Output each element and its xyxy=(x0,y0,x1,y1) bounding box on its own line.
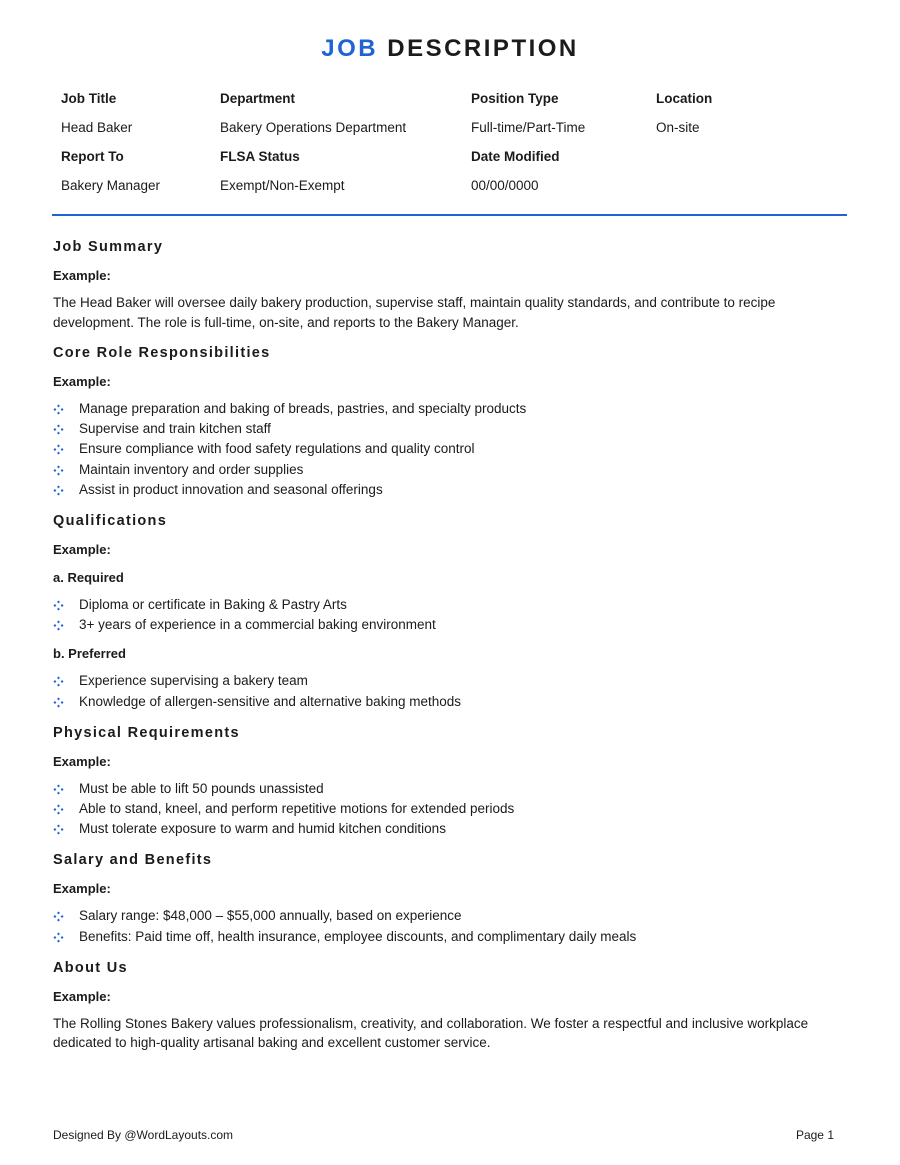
list-item xyxy=(53,419,853,439)
required-list xyxy=(53,595,853,635)
diamond-bullet-icon xyxy=(53,404,64,415)
list-item xyxy=(53,480,853,500)
value-flsa-status: Exempt/Non-Exempt xyxy=(220,178,345,193)
section-heading: Core Role Responsibilities xyxy=(53,345,271,361)
list-item-text: Manage preparation and baking of breads, pastries, and specialty products xyxy=(79,401,527,416)
section-heading: Job Summary xyxy=(53,239,164,255)
diamond-bullet-icon xyxy=(53,697,64,708)
diamond-bullet-icon xyxy=(53,444,64,455)
physical-requirements-section xyxy=(53,722,853,840)
responsibilities-list xyxy=(53,399,853,500)
diamond-bullet-icon xyxy=(53,932,64,943)
value-date-modified: 00/00/0000 xyxy=(471,178,539,193)
diamond-bullet-icon xyxy=(53,424,64,435)
example-label: Example: xyxy=(53,374,111,389)
label-location: Location xyxy=(656,91,713,106)
list-item-text: Must be able to lift 50 pounds unassisted xyxy=(79,780,324,796)
label-flsa-status: FLSA Status xyxy=(220,149,300,164)
list-item-text: Experience supervising a bakery team xyxy=(79,673,308,689)
example-label: Example: xyxy=(53,753,111,769)
job-summary-section xyxy=(53,236,853,332)
diamond-bullet-icon xyxy=(53,824,64,835)
info-value-row xyxy=(61,119,851,148)
list-item-text: Maintain inventory and order supplies xyxy=(79,461,304,477)
label-job-title: Job Title xyxy=(61,91,117,106)
list-item-text: Knowledge of allergen-sensitive and alternative baking methods xyxy=(79,693,461,709)
list-item-text: Benefits: Paid time off, health insurance, employee discounts, and complimentary daily meals xyxy=(79,928,637,944)
section-heading: About Us xyxy=(53,959,128,976)
diamond-bullet-icon xyxy=(53,676,64,687)
list-item-text: Supervise and train kitchen staff xyxy=(79,421,271,437)
label-date-modified: Date Modified xyxy=(471,149,560,164)
physical-list xyxy=(53,779,853,840)
required-label: a. Required xyxy=(53,570,124,586)
title-accent: JOB xyxy=(321,35,379,62)
summary-text: The Head Baker will oversee daily bakery production, supervise staff, maintain quality standards, and contribute to recipe development. The role is full-time, on-site, and reports to the Bakery Manager. xyxy=(53,295,776,330)
list-item xyxy=(53,439,853,459)
label-department: Department xyxy=(220,91,296,106)
value-report-to: Bakery Manager xyxy=(61,178,161,193)
value-department: Bakery Operations Department xyxy=(220,120,407,135)
list-item-text: Ensure compliance with food safety regulations and quality control xyxy=(79,441,475,457)
diamond-bullet-icon xyxy=(53,465,64,476)
section-heading: Qualifications xyxy=(53,513,168,530)
diamond-bullet-icon xyxy=(53,600,64,611)
page-title xyxy=(0,32,900,66)
list-item xyxy=(53,595,853,615)
section-heading: Physical Requirements xyxy=(53,724,240,741)
diamond-bullet-icon xyxy=(53,485,64,496)
diamond-bullet-icon xyxy=(53,620,64,631)
value-position-type: Full-time/Part-Time xyxy=(471,120,586,135)
about-text: The Rolling Stones Bakery values professionalism, creativity, and collaboration. We foster a respectful and inclusive workplace dedicated to high-quality artisanal baking and excellent customer service. xyxy=(53,1015,809,1051)
list-item-text: Salary range: $48,000 – $55,000 annually, based on experience xyxy=(79,908,462,924)
example-label: Example: xyxy=(53,268,111,283)
header-divider xyxy=(52,214,847,216)
example-label: Example: xyxy=(53,542,111,558)
label-position-type: Position Type xyxy=(471,91,559,106)
salary-benefits-section xyxy=(53,849,853,946)
list-item xyxy=(53,615,853,635)
page-number: Page 1 xyxy=(795,1128,834,1142)
list-item xyxy=(53,906,853,926)
list-item xyxy=(53,819,853,839)
document-body xyxy=(53,236,853,1053)
preferred-label: b. Preferred xyxy=(53,646,126,662)
responsibilities-section xyxy=(53,342,853,500)
list-item-text: Must tolerate exposure to warm and humid kitchen conditions xyxy=(79,821,446,837)
list-item-text: 3+ years of experience in a commercial baking environment xyxy=(79,617,436,633)
value-location: On-site xyxy=(656,120,700,135)
title-rest: DESCRIPTION xyxy=(387,35,579,62)
example-label: Example: xyxy=(53,988,111,1004)
info-value-row xyxy=(61,177,851,206)
list-item-text: Able to stand, kneel, and perform repetitive motions for extended periods xyxy=(79,801,515,817)
info-header-row xyxy=(61,90,851,119)
job-info-table xyxy=(61,90,851,206)
section-heading: Salary and Benefits xyxy=(53,852,213,869)
footer-credit: Designed By @WordLayouts.com xyxy=(53,1128,234,1142)
value-job-title: Head Baker xyxy=(61,120,133,135)
diamond-bullet-icon xyxy=(53,804,64,815)
list-item xyxy=(53,927,853,947)
list-item xyxy=(53,671,853,691)
info-header-row xyxy=(61,148,851,177)
list-item xyxy=(53,779,853,799)
about-us-section xyxy=(53,957,853,1053)
label-report-to: Report To xyxy=(61,149,124,164)
example-label: Example: xyxy=(53,881,111,897)
diamond-bullet-icon xyxy=(53,911,64,922)
list-item xyxy=(53,692,853,712)
diamond-bullet-icon xyxy=(53,784,64,795)
list-item xyxy=(53,399,853,419)
preferred-list xyxy=(53,671,853,711)
list-item xyxy=(53,460,853,480)
list-item-text: Diploma or certificate in Baking & Pastry Arts xyxy=(79,597,347,613)
qualifications-section xyxy=(53,510,853,712)
list-item xyxy=(53,799,853,819)
salary-list xyxy=(53,906,853,946)
list-item-text: Assist in product innovation and seasonal offerings xyxy=(79,481,383,497)
